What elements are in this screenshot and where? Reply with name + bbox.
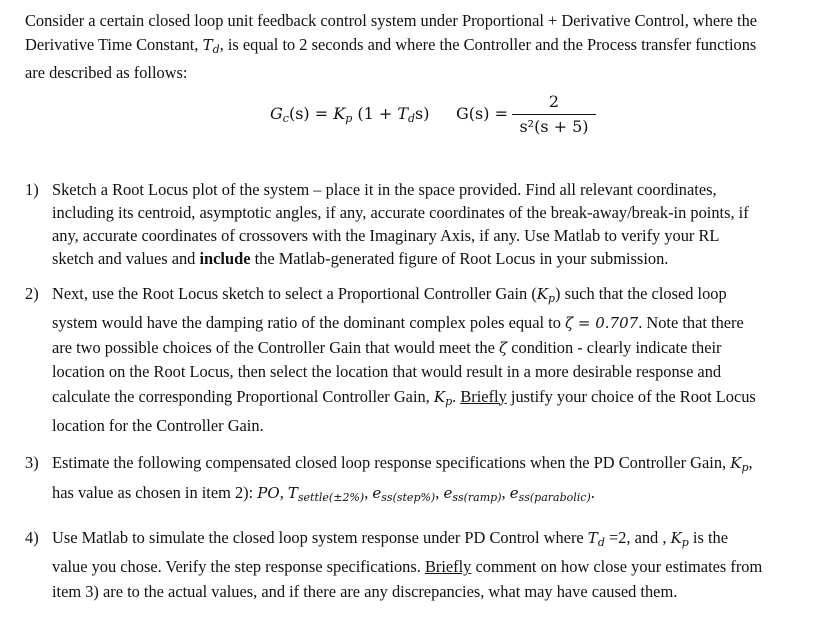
spec-po: PO [257, 483, 280, 502]
intro-line-3: are described as follows: [25, 63, 188, 82]
controller-transfer-function: $G_c(s) = K_p$ $(1 + T_ds)$ [270, 104, 430, 125]
item-line: location on the Root Locus, then select the location that would result in a more desirable response and [52, 362, 722, 382]
intro-paragraph [25, 9, 833, 85]
process-transfer-function: G(s) = [456, 104, 508, 123]
item-body [52, 451, 753, 510]
item-body [52, 178, 749, 270]
item-line: including its centroid, asymptotic angles, if any, accurate coordinates of the break-away/break-in points, if [52, 203, 749, 222]
item-line: Estimate the following compensated closed loop response specifications when the PD Controller Gain, $K_p$, [52, 453, 753, 474]
item-line: location for the Controller Gain. [52, 416, 264, 436]
item-line: item 3) are to the actual values, and if there are any discrepancies, what may have caused them. [52, 581, 678, 601]
item-number: 1) [25, 180, 39, 199]
transfer-function-equation [0, 92, 838, 140]
fraction-numerator: 2 [548, 92, 560, 111]
spec-ess-ramp: e [443, 483, 453, 502]
item-line: are two possible choices of the Controller Gain that would meet the ζ condition - clearly indicate their [52, 337, 722, 357]
td-variable: T [202, 35, 213, 54]
intro-line-2: Derivative Time Constant, $T_d$, is equal to 2 seconds and where the Controller and the Process transfer functions [25, 34, 757, 56]
item-number: 4) [25, 528, 39, 547]
process-fraction [512, 92, 596, 137]
item-line: system would have the damping ratio of the dominant complex poles equal to ζ = 0.707. Note that there [52, 313, 744, 333]
item-line: has value as chosen in item 2): PO, $T_{settle(\pm 2\%)}$, $e_{ss(step\%)}$, $e_{ss(ramp)}$, $e_{ss(parabolic)}$. [52, 482, 595, 504]
item-line: value you chose. Verify the step response specifications. Briefly comment on how close your estimates from [52, 557, 763, 577]
fraction-denominator: s²(s + 5) [519, 117, 589, 136]
spec-ess-step: e [372, 483, 382, 502]
item-body [52, 282, 756, 438]
item-body [52, 526, 762, 604]
item-line: Sketch a Root Locus plot of the system – place it in the space provided. Find all relevant coordinates, [52, 180, 717, 199]
item-line: Use Matlab to simulate the closed loop system response under PD Control where $T_d =2$, and , $K_p$ is the [52, 528, 728, 549]
spec-tsettle: T [287, 483, 298, 502]
item-line: Next, use the Root Locus sketch to select a Proportional Controller Gain $(K_p)$ such that the closed loop [52, 284, 727, 305]
fraction-bar [512, 114, 596, 115]
item-line: calculate the corresponding Proportional Controller Gain, $K_p$. Briefly justify your choice of the Root Locus [52, 386, 756, 408]
item-number: 3) [25, 453, 39, 472]
intro-line-1: Consider a certain closed loop unit feedback control system under Proportional + Derivative Control, where the [25, 11, 758, 30]
item-line: sketch and values and include the Matlab-generated figure of Root Locus in your submission. [52, 249, 669, 268]
item-line: any, accurate coordinates of crossovers with the Imaginary Axis, if any. Use Matlab to verify your RL [52, 226, 720, 245]
spec-ess-parabolic: e [509, 483, 519, 502]
zeta-condition: ζ = 0.707 [565, 314, 639, 333]
item-number: 2) [25, 284, 39, 303]
